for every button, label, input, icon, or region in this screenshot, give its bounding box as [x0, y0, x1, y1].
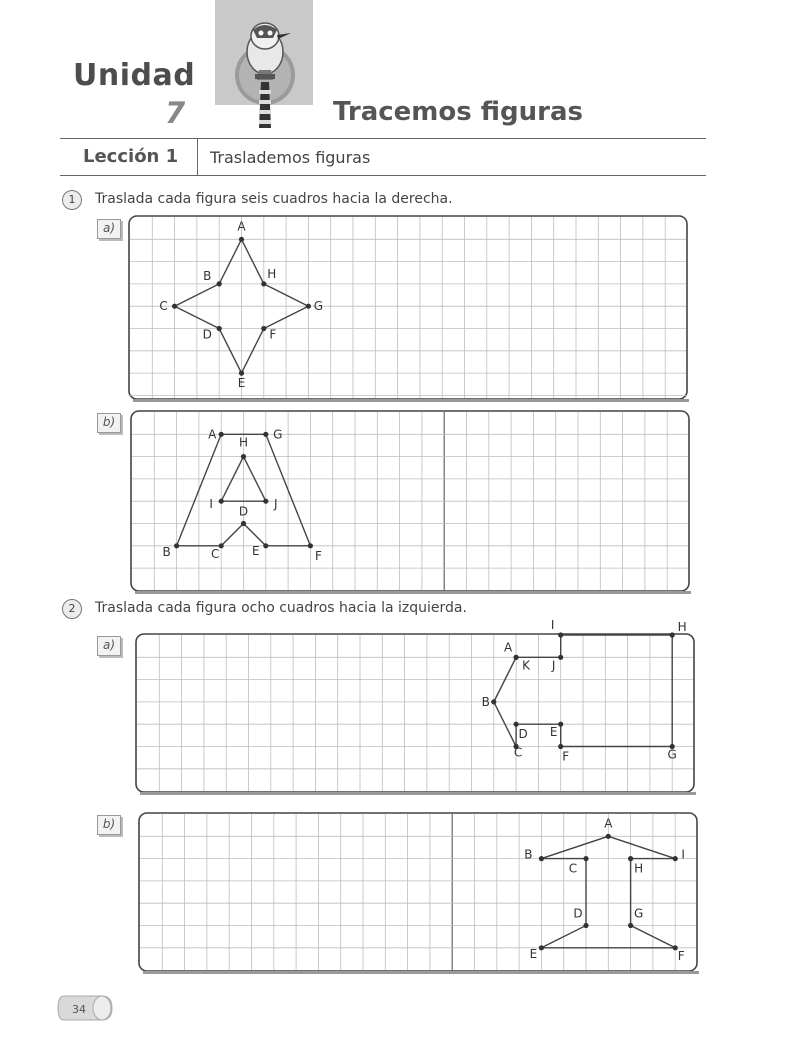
subitem-2a: a) — [97, 636, 121, 656]
subitem-1a: a) — [97, 219, 121, 239]
vertex-label-g: G — [667, 747, 677, 762]
vertex-label-e: E — [549, 725, 558, 740]
header-rule-bottom — [60, 175, 706, 176]
vertex-h — [670, 632, 675, 637]
vertex-label-d: D — [573, 906, 583, 921]
vertex-b — [217, 281, 222, 286]
vertex-f — [308, 543, 313, 548]
vertex-label-c: C — [211, 546, 220, 561]
vertex-e — [263, 543, 268, 548]
vertex-label-b: B — [162, 544, 171, 559]
vertex-label-i: I — [209, 497, 213, 512]
vertex-label-e: E — [529, 946, 538, 961]
lesson-label: Lección 1 — [83, 146, 179, 167]
vertex-k — [514, 655, 519, 660]
vertex-label-j: J — [551, 658, 556, 673]
grid-frame — [129, 216, 687, 399]
vertex-label-j: J — [274, 497, 278, 512]
page-number-tab — [58, 992, 114, 1024]
grid-panel-2a[interactable] — [135, 618, 697, 795]
vertex-e — [239, 371, 244, 376]
vertex-label-h: H — [677, 620, 687, 634]
grid-shadow — [133, 399, 689, 402]
vertex-i — [673, 856, 678, 861]
vertex-label-b: B — [203, 268, 212, 283]
unit-title: Tracemos figuras — [333, 97, 584, 127]
vertex-label-h: H — [238, 435, 249, 450]
vertex-label-c: C — [568, 861, 578, 876]
vertex-c — [583, 856, 588, 861]
vertex-label-i: I — [550, 618, 555, 632]
vertex-label-e: E — [237, 376, 246, 391]
vertex-i — [219, 499, 224, 504]
vertex-label-b: B — [524, 847, 533, 862]
vertex-d — [583, 923, 588, 928]
vertex-label-h: H — [634, 861, 644, 876]
grid-shadow — [140, 792, 696, 795]
unit-word: Unidad — [73, 58, 196, 93]
grid-frame — [136, 634, 694, 792]
vertex-label-g: G — [633, 906, 644, 921]
question-2-number: 2 — [62, 599, 82, 619]
vertex-label-d: D — [202, 327, 212, 342]
vertex-j — [558, 655, 563, 660]
grid-panel-1b[interactable] — [130, 410, 692, 594]
vertex-label-f: F — [562, 749, 570, 764]
vertex-d — [217, 326, 222, 331]
vertex-label-d: D — [518, 727, 528, 742]
vertex-h — [261, 281, 266, 286]
header-rule-top — [60, 138, 706, 139]
vertex-h — [628, 856, 633, 861]
vertex-a — [606, 834, 611, 839]
vertex-h — [241, 454, 246, 459]
lesson-title: Traslademos figuras — [210, 148, 371, 167]
page-number: 34 — [72, 1003, 86, 1016]
vertex-e — [539, 945, 544, 950]
vertex-g — [628, 923, 633, 928]
vertex-label-c: C — [513, 745, 523, 760]
vertex-j — [263, 499, 268, 504]
vertex-label-b: B — [481, 694, 490, 709]
vertex-a — [219, 432, 224, 437]
unit-number: 7 — [165, 96, 186, 130]
vertex-label-f: F — [269, 327, 277, 342]
vertex-b — [174, 543, 179, 548]
vertex-label-e: E — [252, 543, 260, 558]
grid-shadow — [135, 591, 691, 594]
vertex-c — [172, 304, 177, 309]
vertex-label-a: A — [208, 427, 217, 442]
vertex-b — [491, 699, 496, 704]
vertex-label-d: D — [238, 504, 249, 519]
vertex-label-a: A — [237, 219, 246, 234]
vertex-label-c: C — [159, 299, 168, 314]
vertex-label-f: F — [677, 948, 685, 963]
grid-shadow — [143, 971, 699, 974]
vertex-d — [514, 722, 519, 727]
question-1-text: Traslada cada figura seis cuadros hacia la derecha. — [95, 191, 453, 207]
subitem-2b: b) — [97, 815, 121, 835]
vertex-i — [558, 632, 563, 637]
vertex-label-a: A — [503, 640, 513, 655]
vertex-label-g: G — [313, 299, 324, 314]
grid-panel-2b[interactable] — [138, 812, 700, 974]
vertex-f — [558, 744, 563, 749]
question-1-number: 1 — [62, 190, 82, 210]
grid-panel-1a[interactable] — [128, 215, 690, 402]
vertex-f — [261, 326, 266, 331]
vertex-a — [239, 237, 244, 242]
header-divider — [197, 138, 198, 175]
vertex-label-a: A — [604, 816, 613, 831]
vertex-label-i: I — [681, 847, 685, 862]
vertex-g — [306, 304, 311, 309]
question-2-text: Traslada cada figura ocho cuadros hacia la izquierda. — [95, 600, 467, 616]
vertex-label-k: K — [522, 658, 531, 673]
vertex-label-h: H — [267, 266, 277, 281]
mascot-illustration — [215, 0, 313, 105]
vertex-label-f: F — [314, 548, 322, 563]
vertex-d — [241, 521, 246, 526]
vertex-b — [539, 856, 544, 861]
vertex-e — [558, 722, 563, 727]
subitem-1b: b) — [97, 413, 121, 433]
vertex-label-g: G — [273, 427, 283, 442]
vertex-g — [263, 432, 268, 437]
